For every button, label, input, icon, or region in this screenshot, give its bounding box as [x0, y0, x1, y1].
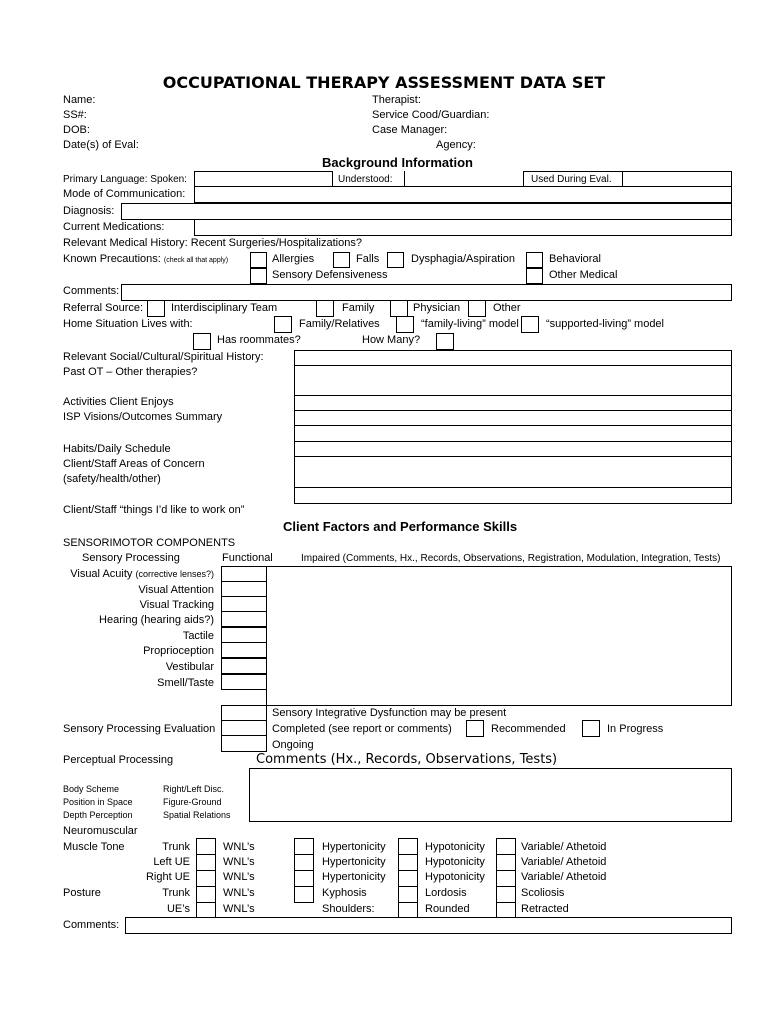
impaired-label: Impaired (Comments, Hx., Records, Observations, Registration, Modulation, Integration, Tests): [301, 553, 721, 564]
hypertonicity-label: Hypertonicity: [322, 871, 386, 883]
family-living-checkbox[interactable]: [396, 316, 414, 333]
rounded-label: Rounded: [425, 903, 470, 915]
left-ue-label: Left UE: [153, 856, 190, 868]
how-many-field[interactable]: [436, 333, 454, 350]
spatial-relations-label: Spatial Relations: [163, 810, 231, 820]
variable-athetoid-checkbox[interactable]: [496, 854, 516, 871]
impaired-comments-area[interactable]: [266, 566, 732, 706]
behavioral-label: Behavioral: [549, 253, 601, 265]
home-situation-label: Home Situation Lives with:: [63, 318, 193, 330]
functional-box[interactable]: [221, 611, 267, 627]
trunk-label: Trunk: [162, 841, 190, 853]
functional-box[interactable]: [221, 642, 267, 658]
wnl-label: WNL’s: [223, 887, 255, 899]
client-factors-heading: Client Factors and Performance Skills: [283, 519, 518, 534]
family-relatives-checkbox[interactable]: [274, 316, 292, 333]
scoliosis-checkbox[interactable]: [496, 886, 516, 903]
form-title: OCCUPATIONAL THERAPY ASSESSMENT DATA SET: [162, 73, 606, 92]
hypotonicity-checkbox[interactable]: [398, 870, 418, 887]
in-progress-checkbox[interactable]: [582, 720, 600, 737]
depth-perception-label: Depth Perception: [63, 810, 133, 820]
neuro-comments-field[interactable]: [125, 917, 732, 934]
right-ue-label: Right UE: [145, 871, 190, 883]
primary-language-label: Primary Language: Spoken:: [63, 174, 187, 185]
how-many-label: How Many?: [362, 334, 421, 346]
in-progress-label: In Progress: [607, 723, 664, 735]
wnl-checkbox[interactable]: [196, 854, 216, 871]
kyphosis-label: Kyphosis: [322, 887, 367, 899]
vestibular-label: Vestibular: [165, 661, 214, 673]
isp-visions-label: ISP Visions/Outcomes Summary: [63, 411, 223, 423]
physician-checkbox[interactable]: [390, 300, 408, 317]
background-heading: Background Information: [322, 155, 473, 170]
social-history-label: Relevant Social/Cultural/Spiritual History:: [63, 351, 264, 363]
sensory-defensiveness-checkbox[interactable]: [250, 268, 267, 284]
posture-trunk-label: Trunk: [162, 887, 190, 899]
perceptual-processing-label: Perceptual Processing: [63, 754, 174, 766]
ongoing-label: Ongoing: [272, 739, 314, 751]
variable-athetoid-label: Variable/ Athetoid: [521, 841, 607, 853]
lordosis-label: Lordosis: [425, 887, 467, 899]
family-label: Family: [342, 302, 375, 314]
retracted-label: Retracted: [521, 903, 569, 915]
therapist-label: Therapist:: [372, 94, 421, 106]
sp-evaluation-label: Sensory Processing Evaluation: [63, 723, 216, 735]
case-manager-label: Case Manager:: [372, 124, 448, 136]
medications-field[interactable]: [194, 219, 732, 236]
comments-label: Comments:: [63, 285, 120, 297]
variable-athetoid-checkbox[interactable]: [496, 838, 516, 855]
ss-label: SS#:: [63, 109, 87, 121]
sid-label: Sensory Integrative Dysfunction may be present: [272, 707, 507, 719]
sid-checkbox[interactable]: [221, 705, 267, 721]
wnl-label: WNL’s: [223, 856, 255, 868]
ues-label: UE’s: [166, 903, 190, 915]
right-left-label: Right/Left Disc.: [163, 784, 225, 794]
visual-attention-label: Visual Attention: [138, 584, 214, 596]
hypertonicity-checkbox[interactable]: [294, 854, 314, 871]
other-medical-checkbox[interactable]: [526, 268, 543, 284]
medical-history-label: Relevant Medical History: Recent Surgeries/Hospitalizations?: [63, 237, 362, 249]
work-on-label: Client/Staff “things I’d like to work on”: [63, 504, 245, 516]
variable-athetoid-checkbox[interactable]: [496, 870, 516, 887]
roommates-label: Has roommates?: [217, 334, 301, 346]
hypotonicity-label: Hypotonicity: [425, 856, 485, 868]
medications-label: Current Medications:: [63, 221, 165, 233]
habits-label: Habits/Daily Schedule: [63, 443, 171, 455]
tactile-label: Tactile: [182, 630, 214, 642]
allergies-label: Allergies: [272, 253, 315, 265]
other-label: Other: [493, 302, 521, 314]
comments-field[interactable]: [121, 284, 732, 301]
understood-field[interactable]: [404, 171, 524, 187]
falls-label: Falls: [356, 253, 380, 265]
kyphosis-checkbox[interactable]: [294, 886, 314, 903]
functional-box[interactable]: [221, 674, 267, 690]
areas-concern-label: Client/Staff Areas of Concern: [63, 458, 205, 470]
mode-communication-field[interactable]: [194, 186, 732, 203]
wnl-checkbox[interactable]: [196, 886, 216, 903]
wnl-label: WNL’s: [223, 841, 255, 853]
hypotonicity-checkbox[interactable]: [398, 838, 418, 855]
scoliosis-label: Scoliosis: [521, 887, 565, 899]
mode-communication-label: Mode of Communication:: [63, 188, 186, 200]
functional-box[interactable]: [221, 627, 267, 643]
sensory-defensiveness-label: Sensory Defensiveness: [272, 269, 388, 281]
hypertonicity-label: Hypertonicity: [322, 856, 386, 868]
name-label: Name:: [63, 94, 96, 106]
allergies-checkbox[interactable]: [250, 252, 267, 268]
agency-label: Agency:: [436, 139, 476, 151]
pp-comments-area[interactable]: [249, 768, 732, 822]
supported-living-label: “supported-living” model: [546, 318, 664, 330]
eval-dates-label: Date(s) of Eval:: [63, 139, 139, 151]
service-coord-label: Service Cood/Guardian:: [372, 109, 490, 121]
completed-label: Completed (see report or comments): [272, 723, 452, 735]
functional-box[interactable]: [221, 658, 267, 674]
supported-living-checkbox[interactable]: [521, 316, 539, 333]
visual-acuity-label: Visual Acuity (corrective lenses?): [70, 568, 214, 580]
activities-enjoys-label: Activities Client Enjoys: [63, 396, 174, 408]
wnl-label: WNL’s: [223, 871, 255, 883]
hypotonicity-label: Hypotonicity: [425, 841, 485, 853]
wnl-checkbox[interactable]: [196, 870, 216, 887]
lordosis-checkbox[interactable]: [398, 886, 418, 903]
dysphagia-label: Dysphagia/Aspiration: [411, 253, 515, 265]
smell-taste-label: Smell/Taste: [157, 677, 214, 689]
areas-concern-sub-label: (safety/health/other): [63, 473, 161, 485]
ongoing-checkbox[interactable]: [221, 735, 267, 752]
hypertonicity-checkbox[interactable]: [294, 870, 314, 887]
hypotonicity-checkbox[interactable]: [398, 854, 418, 871]
idt-checkbox[interactable]: [147, 300, 165, 317]
used-divider: [622, 171, 623, 187]
body-scheme-label: Body Scheme: [63, 784, 120, 794]
functional-box[interactable]: [221, 566, 267, 582]
dysphagia-checkbox[interactable]: [387, 252, 404, 268]
neuromuscular-label: Neuromuscular: [63, 825, 138, 837]
neuro-comments-label: Comments:: [63, 919, 120, 931]
muscle-tone-label: Muscle Tone: [63, 841, 125, 853]
figure-ground-label: Figure-Ground: [163, 797, 222, 807]
variable-athetoid-label: Variable/ Athetoid: [521, 856, 607, 868]
referral-source-label: Referral Source:: [63, 302, 144, 314]
hearing-label: Hearing (hearing aids?): [99, 614, 214, 626]
position-space-label: Position in Space: [63, 797, 133, 807]
falls-checkbox[interactable]: [333, 252, 350, 268]
functional-label: Functional: [222, 552, 273, 564]
roommates-checkbox[interactable]: [193, 333, 211, 350]
family-relatives-label: Family/Relatives: [299, 318, 380, 330]
functional-box[interactable]: [221, 581, 267, 597]
dob-label: DOB:: [63, 124, 90, 136]
history-notes-area[interactable]: [294, 350, 732, 504]
used-during-eval-label: Used During Eval.: [531, 174, 612, 185]
understood-label: Understood:: [338, 174, 393, 185]
precautions-label: Known Precautions: (check all that apply): [63, 253, 229, 265]
behavioral-checkbox[interactable]: [526, 252, 543, 268]
diagnosis-field[interactable]: [121, 203, 732, 220]
idt-label: Interdisciplinary Team: [171, 302, 278, 314]
sensory-processing-label: Sensory Processing: [82, 552, 180, 564]
other-checkbox[interactable]: [468, 300, 486, 317]
visual-tracking-label: Visual Tracking: [139, 599, 214, 611]
pp-comments-label: Comments (Hx., Records, Observations, Tests): [256, 752, 558, 767]
variable-athetoid-label: Variable/ Athetoid: [521, 871, 607, 883]
shoulders-label: Shoulders:: [322, 903, 375, 915]
wnl-label: WNL’s: [223, 903, 255, 915]
functional-box[interactable]: [221, 596, 267, 612]
sensorimotor-label: SENSORIMOTOR COMPONENTS: [63, 537, 236, 549]
recommended-label: Recommended: [491, 723, 566, 735]
hypertonicity-label: Hypertonicity: [322, 841, 386, 853]
family-checkbox[interactable]: [316, 300, 334, 317]
family-living-label: “family-living” model: [421, 318, 519, 330]
other-medical-label: Other Medical: [549, 269, 618, 281]
recommended-checkbox[interactable]: [466, 720, 484, 737]
physician-label: Physician: [413, 302, 461, 314]
hypotonicity-label: Hypotonicity: [425, 871, 485, 883]
diagnosis-label: Diagnosis:: [63, 205, 115, 217]
completed-checkbox[interactable]: [221, 720, 267, 736]
wnl-checkbox[interactable]: [196, 838, 216, 855]
past-ot-label: Past OT – Other therapies?: [63, 366, 198, 378]
hypertonicity-checkbox[interactable]: [294, 838, 314, 855]
posture-label: Posture: [63, 887, 101, 899]
proprioception-label: Proprioception: [143, 645, 214, 657]
